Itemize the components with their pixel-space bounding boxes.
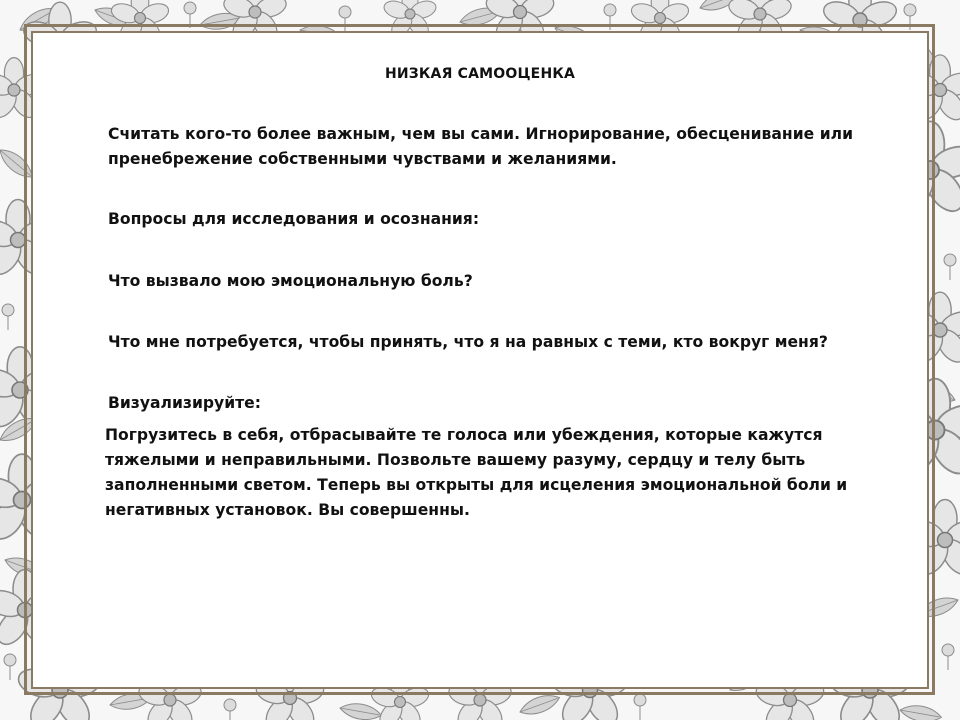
visualize-paragraph [105, 423, 853, 523]
visualize-line: заполненными светом. Теперь вы открыты для исцеления эмоциональной боли и [105, 476, 848, 494]
question-1: Что вызвало мою эмоциональную боль? [108, 272, 473, 290]
page-title: НИЗКАЯ САМООЦЕНКА [384, 66, 576, 82]
intro-paragraph: Считать кого-то более важным, чем вы сами. Игнорирование, обесценивание или пренебрежение собственными чувствами и желаниями. [108, 125, 853, 168]
visualize-line: негативных установок. Вы совершенны. [105, 501, 470, 519]
visualize-line: тяжелыми и неправильными. Позвольте вашему разуму, сердцу и телу быть [105, 451, 806, 469]
questions-heading: Вопросы для исследования и осознания: [108, 210, 480, 228]
visualize-line: Погрузитесь в себя, отбрасывайте те голоса или убеждения, которые кажутся [105, 426, 823, 444]
question-2: Что мне потребуется, чтобы принять, что я на равных с теми, кто вокруг меня? [108, 333, 828, 351]
visualize-heading: Визуализируйте: [108, 394, 261, 412]
